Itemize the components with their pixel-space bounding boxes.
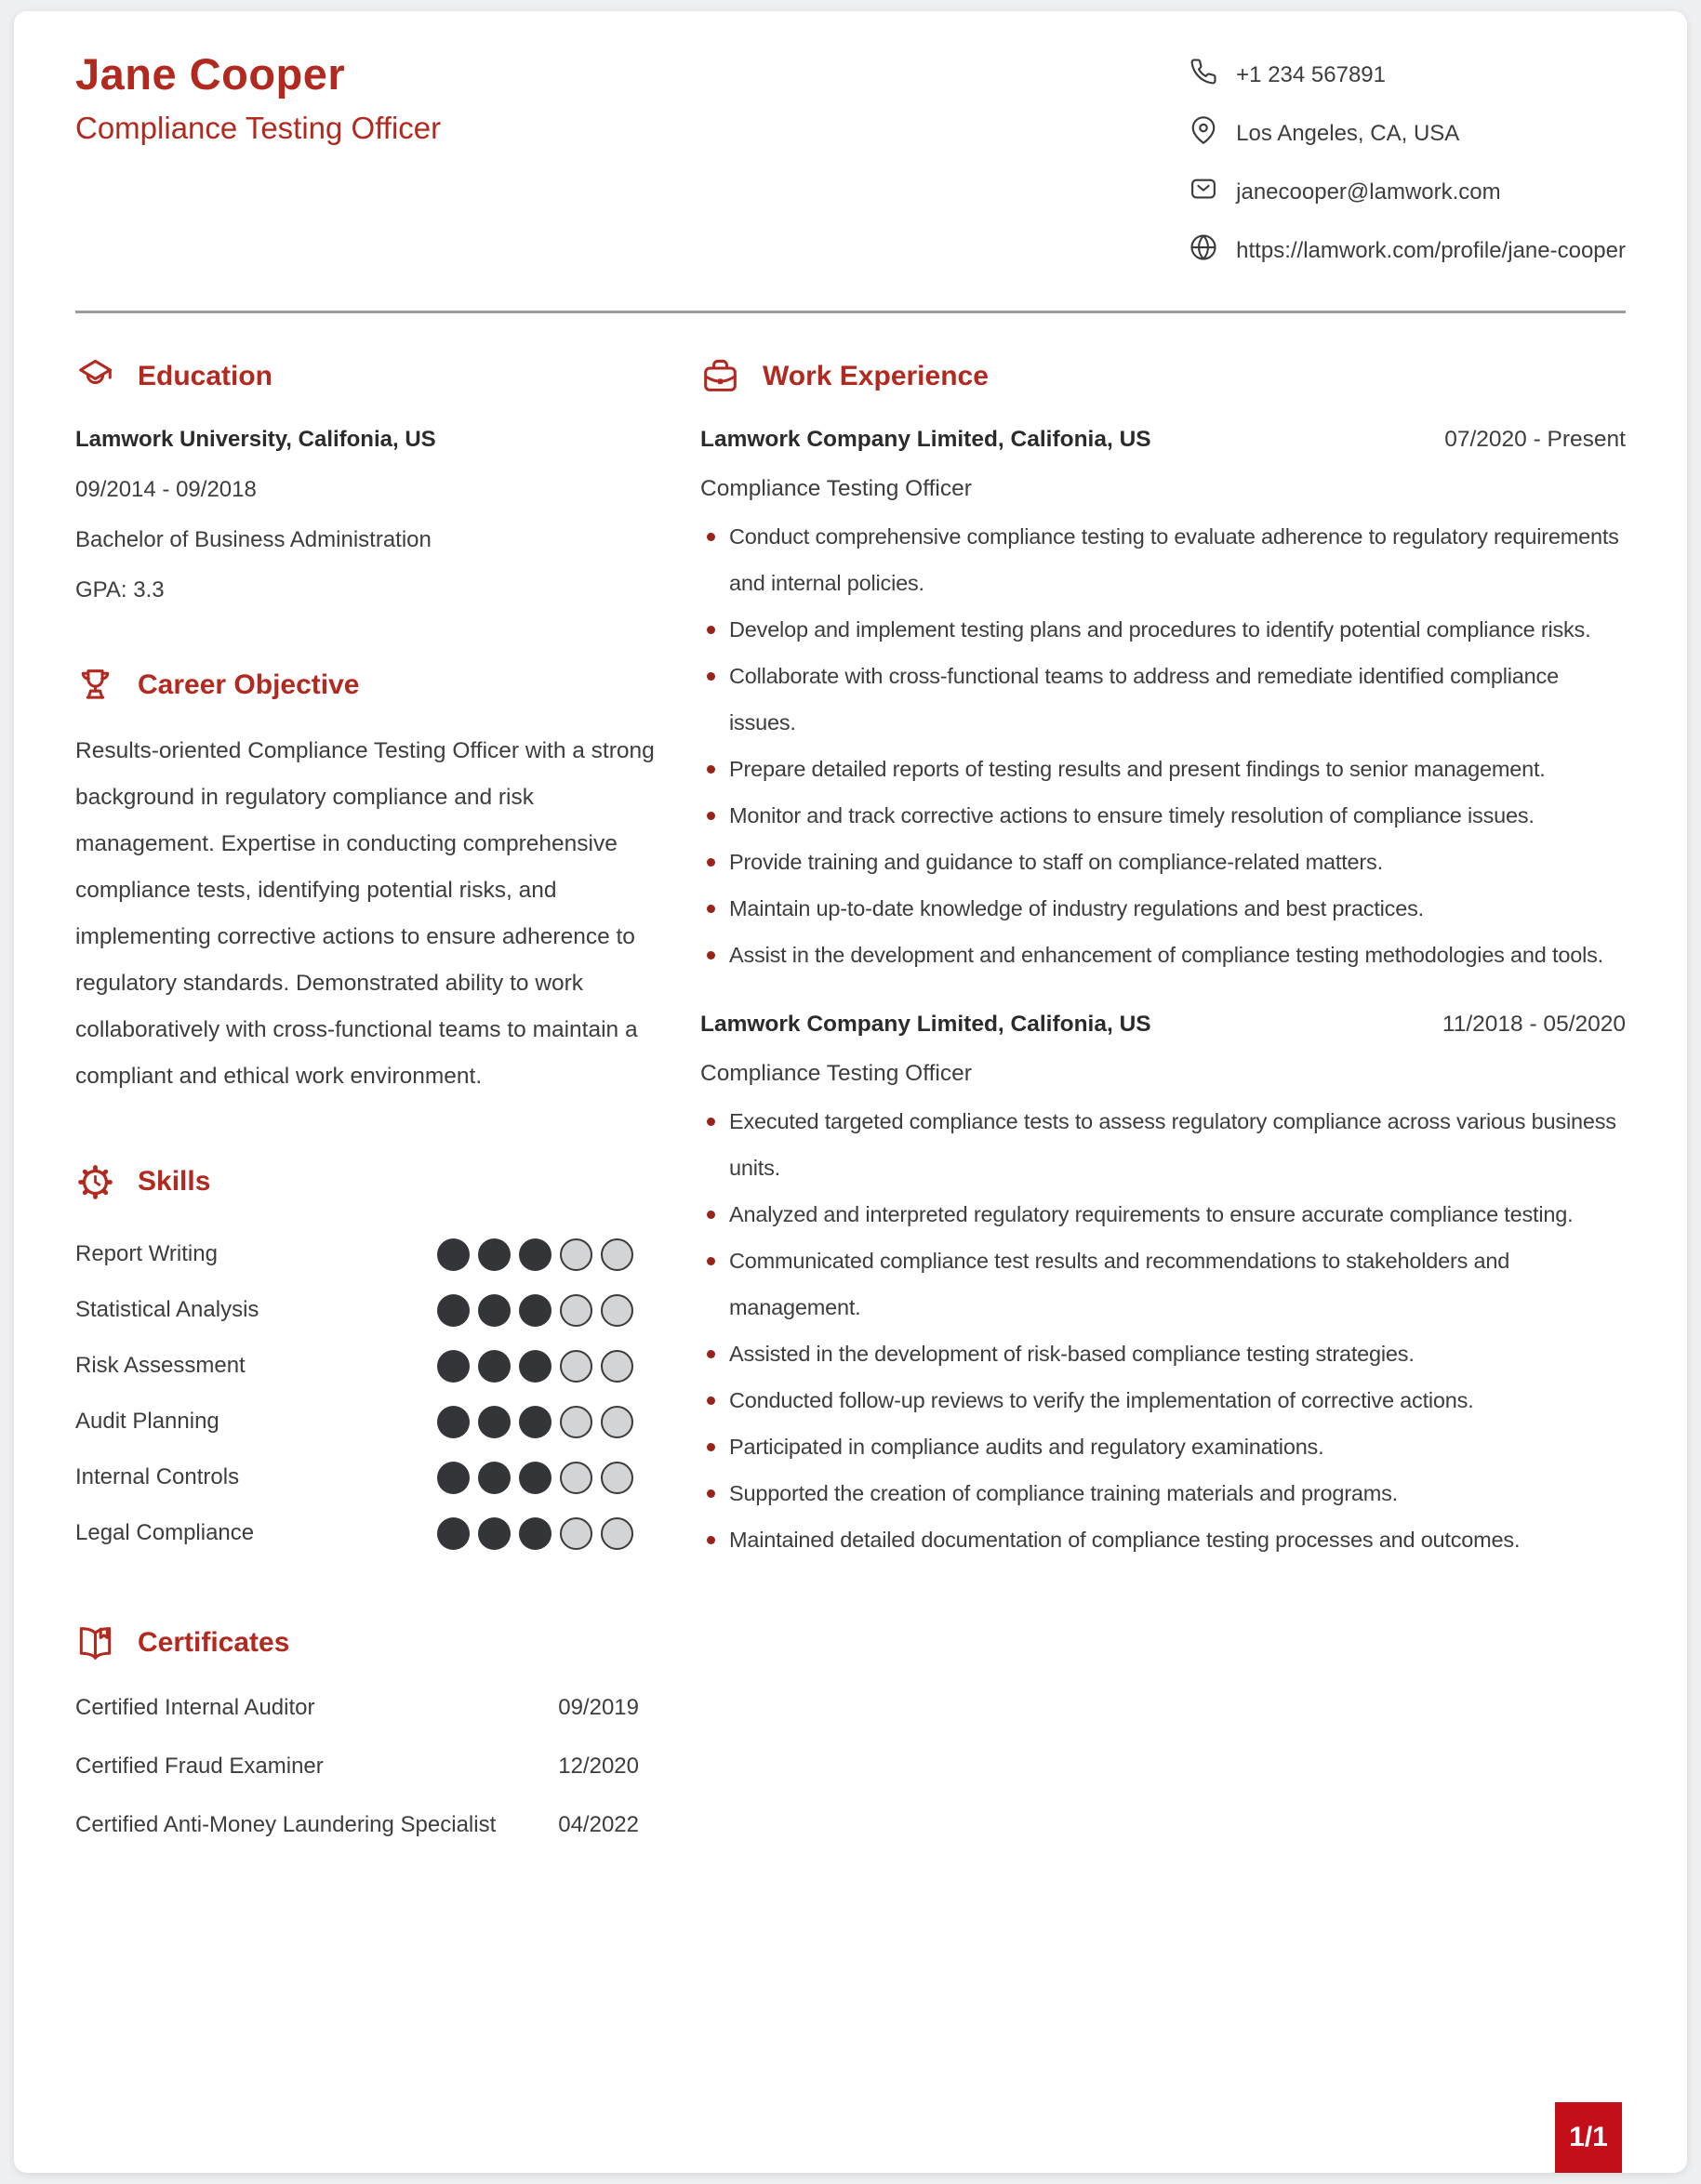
job-bullets <box>700 513 1626 978</box>
job-dates: 07/2020 - Present <box>1444 427 1626 452</box>
contact-text: https://lamwork.com/profile/jane-cooper <box>1236 237 1626 263</box>
skill-dot <box>560 1517 592 1550</box>
education-school: Lamwork University, Califonia, US <box>75 427 436 452</box>
certificates-section <box>75 1621 659 1838</box>
skill-name: Legal Compliance <box>75 1520 255 1545</box>
skill-dot <box>519 1406 551 1438</box>
skills-section <box>75 1159 659 1561</box>
skill-dot <box>519 1238 551 1271</box>
certificate-date: 09/2019 <box>558 1695 639 1720</box>
skill-row <box>75 1449 633 1505</box>
section-title-work-experience: Work Experience <box>763 361 989 391</box>
skill-dot <box>478 1406 511 1438</box>
skill-level-dots <box>437 1462 633 1494</box>
person-title: Compliance Testing Officer <box>75 111 442 145</box>
phone-icon <box>1189 58 1217 86</box>
skill-dot <box>437 1350 470 1383</box>
skill-dot <box>601 1238 633 1271</box>
certificate-name: Certified Internal Auditor <box>75 1695 315 1720</box>
skill-dot <box>601 1406 633 1438</box>
trophy-icon <box>75 666 115 706</box>
skill-name: Statistical Analysis <box>75 1297 259 1322</box>
education-degree: Bachelor of Business Administration <box>75 527 432 552</box>
job-company: Lamwork Company Limited, Califonia, US <box>700 427 1151 452</box>
job-entry <box>700 1012 1626 1563</box>
skill-level-dots <box>437 1294 633 1327</box>
skill-level-dots <box>437 1406 633 1438</box>
job-bullet: Assist in the development and enhancement of compliance testing methodologies and tools. <box>700 932 1626 978</box>
certificate-row <box>75 1754 639 1780</box>
skill-dot <box>519 1294 551 1327</box>
contact-text: janecooper@lamwork.com <box>1236 179 1501 205</box>
skill-dot <box>560 1294 592 1327</box>
job-bullet: Collaborate with cross-functional teams to address and remediate identified compliance issues. <box>700 653 1626 746</box>
skill-dot <box>437 1462 470 1494</box>
section-title-skills: Skills <box>138 1166 211 1197</box>
education-section-header <box>75 354 659 399</box>
resume-header <box>75 11 1626 268</box>
certificate-row <box>75 1812 639 1838</box>
job-header <box>700 1012 1626 1038</box>
career-objective-text: Results-oriented Compliance Testing Officer with a strong background in regulatory compliance and risk management. Expertise in conducting comprehensive compliance tests, identifying potential risks, and implementing corrective actions to ensure adherence to regulatory standards. Demonstrated ability to work collaboratively with cross-functional teams to maintain a compliant and ethical work environment. <box>75 738 655 1089</box>
career-objective-section <box>75 663 659 1100</box>
career-objective-section-header <box>75 663 659 708</box>
contact-icon-slot <box>1189 175 1217 209</box>
skill-dot <box>437 1294 470 1327</box>
certificate-row <box>75 1695 639 1721</box>
job-bullet: Supported the creation of compliance training materials and programs. <box>700 1470 1626 1516</box>
education-section <box>75 354 659 603</box>
skill-dot <box>601 1294 633 1327</box>
skill-dot <box>437 1238 470 1271</box>
skill-dot <box>519 1462 551 1494</box>
header-divider <box>75 311 1626 313</box>
skill-row <box>75 1282 633 1338</box>
page-number-badge: 1/1 <box>1555 2102 1622 2173</box>
right-column <box>700 354 1626 1838</box>
location-icon <box>1189 116 1217 144</box>
job-role: Compliance Testing Officer <box>700 476 972 501</box>
contact-row <box>1189 116 1626 151</box>
identity-block <box>75 48 441 268</box>
education-icon <box>75 357 115 397</box>
contact-text: +1 234 567891 <box>1236 61 1386 87</box>
skills-list <box>75 1226 659 1561</box>
job-bullet: Executed targeted compliance tests to assess regulatory compliance across various business units. <box>700 1098 1626 1191</box>
skill-dot <box>478 1462 511 1494</box>
skill-dot <box>437 1406 470 1438</box>
open-book-icon <box>75 1623 115 1663</box>
job-bullets <box>700 1098 1626 1563</box>
skill-name: Internal Controls <box>75 1464 240 1489</box>
badge-clock-icon <box>75 1162 115 1202</box>
skill-dot <box>519 1350 551 1383</box>
work-experience-section-header <box>700 354 1626 399</box>
content-columns <box>75 354 1626 1838</box>
skill-dot <box>601 1462 633 1494</box>
email-icon <box>1189 175 1217 203</box>
skill-row <box>75 1226 633 1282</box>
skill-dot <box>560 1406 592 1438</box>
job-bullet: Maintained detailed documentation of compliance testing processes and outcomes. <box>700 1516 1626 1563</box>
contact-icon-slot <box>1189 233 1217 268</box>
skill-name: Audit Planning <box>75 1409 219 1434</box>
education-details <box>75 427 659 603</box>
resume-page <box>14 11 1687 2173</box>
skill-dot <box>519 1517 551 1550</box>
skill-dot <box>478 1517 511 1550</box>
job-bullet: Conduct comprehensive compliance testing to evaluate adherence to regulatory requirements and internal policies. <box>700 513 1626 606</box>
contact-row <box>1189 233 1626 268</box>
work-experience-section <box>700 354 1626 1563</box>
jobs-list <box>700 427 1626 1563</box>
certificate-name: Certified Anti-Money Laundering Specialist <box>75 1812 497 1837</box>
job-bullet: Participated in compliance audits and regulatory examinations. <box>700 1423 1626 1470</box>
job-header <box>700 427 1626 453</box>
job-bullet: Conducted follow-up reviews to verify the implementation of corrective actions. <box>700 1377 1626 1423</box>
contact-row <box>1189 175 1626 209</box>
skill-name: Report Writing <box>75 1241 218 1266</box>
job-bullet: Communicated compliance test results and recommendations to stakeholders and management. <box>700 1238 1626 1330</box>
job-bullet: Assisted in the development of risk-based compliance testing strategies. <box>700 1330 1626 1377</box>
skill-row <box>75 1505 633 1561</box>
skill-level-dots <box>437 1238 633 1271</box>
skill-level-dots <box>437 1350 633 1383</box>
contact-list <box>1189 58 1626 268</box>
skill-dot <box>478 1238 511 1271</box>
website-icon <box>1189 233 1217 261</box>
contact-icon-slot <box>1189 116 1217 151</box>
person-name: Jane Cooper <box>75 49 346 99</box>
contact-row <box>1189 58 1626 92</box>
contact-text: Los Angeles, CA, USA <box>1236 120 1460 146</box>
skill-row <box>75 1394 633 1449</box>
certificates-list <box>75 1695 659 1838</box>
job-dates: 11/2018 - 05/2020 <box>1442 1012 1626 1037</box>
section-title-career-objective: Career Objective <box>138 669 360 700</box>
job-role: Compliance Testing Officer <box>700 1061 972 1086</box>
job-entry <box>700 427 1626 978</box>
skill-dot <box>601 1350 633 1383</box>
section-title-certificates: Certificates <box>138 1627 290 1658</box>
skill-name: Risk Assessment <box>75 1353 246 1378</box>
certificate-date: 12/2020 <box>558 1754 639 1779</box>
job-bullet: Maintain up-to-date knowledge of industry regulations and best practices. <box>700 885 1626 932</box>
skill-row <box>75 1338 633 1394</box>
skill-dot <box>478 1350 511 1383</box>
briefcase-icon <box>700 357 740 397</box>
job-bullet: Prepare detailed reports of testing results and present findings to senior management. <box>700 746 1626 792</box>
certificate-name: Certified Fraud Examiner <box>75 1754 324 1779</box>
contact-icon-slot <box>1189 58 1217 92</box>
left-column <box>75 354 659 1838</box>
education-gpa: GPA: 3.3 <box>75 577 165 602</box>
job-bullet: Analyzed and interpreted regulatory requirements to ensure accurate compliance testing. <box>700 1191 1626 1238</box>
skill-level-dots <box>437 1517 633 1550</box>
skills-section-header <box>75 1159 659 1204</box>
skill-dot <box>560 1462 592 1494</box>
skill-dot <box>478 1294 511 1327</box>
job-company: Lamwork Company Limited, Califonia, US <box>700 1012 1151 1037</box>
job-bullet: Develop and implement testing plans and procedures to identify potential compliance risks. <box>700 606 1626 653</box>
section-title-education: Education <box>138 361 273 391</box>
job-bullet: Monitor and track corrective actions to ensure timely resolution of compliance issues. <box>700 792 1626 839</box>
certificate-date: 04/2022 <box>558 1812 639 1837</box>
education-dates: 09/2014 - 09/2018 <box>75 477 257 502</box>
skill-dot <box>437 1517 470 1550</box>
job-bullet: Provide training and guidance to staff on compliance-related matters. <box>700 839 1626 885</box>
skill-dot <box>601 1517 633 1550</box>
skill-dot <box>560 1238 592 1271</box>
certificates-section-header <box>75 1621 659 1665</box>
skill-dot <box>560 1350 592 1383</box>
